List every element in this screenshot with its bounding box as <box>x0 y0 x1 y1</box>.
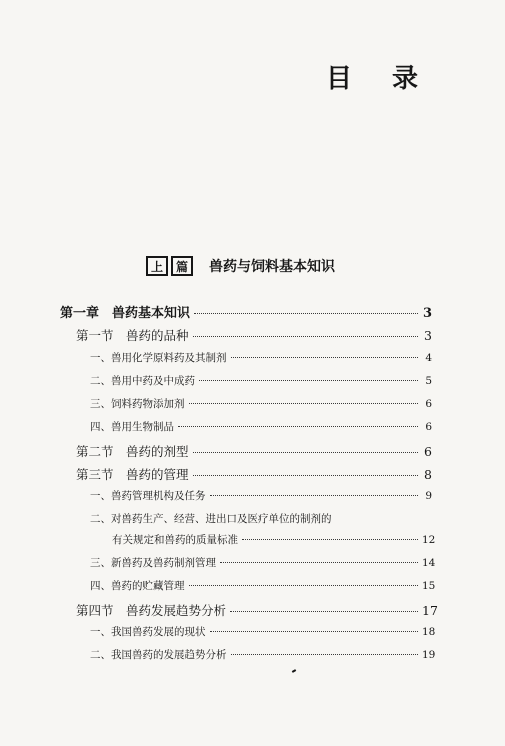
toc-label: 二、兽用中药及中成药 <box>90 375 195 387</box>
part-heading <box>146 256 335 276</box>
toc-page: 5 <box>425 375 432 387</box>
toc-entry-item[interactable] <box>90 578 436 593</box>
toc-page: 17 <box>422 603 438 618</box>
toc-leader <box>193 475 418 476</box>
toc-label: 第三节 兽药的管理 <box>76 467 189 482</box>
toc-label: 一、兽药管理机构及任务 <box>90 490 206 502</box>
toc-entry-item[interactable] <box>90 373 432 388</box>
toc-label: 第二节 兽药的剂型 <box>76 444 189 459</box>
toc-entry-item[interactable] <box>90 555 436 570</box>
toc-label: 有关规定和兽药的质量标准 <box>112 534 238 546</box>
toc-label: 四、兽用生物制品 <box>90 421 174 433</box>
toc-label: 三、饲料药物添加剂 <box>90 398 185 410</box>
toc-entry-section[interactable] <box>76 326 432 344</box>
toc-leader <box>189 585 419 586</box>
toc-leader <box>210 495 419 496</box>
toc-page: 14 <box>422 557 436 569</box>
toc-page: 4 <box>425 352 432 364</box>
toc-page: 6 <box>424 444 432 459</box>
toc-label: 四、兽药的贮藏管理 <box>90 580 185 592</box>
toc-entry-item[interactable] <box>90 488 432 503</box>
toc-page: 3 <box>424 328 432 343</box>
print-speck <box>292 669 296 673</box>
part-box-2: 篇 <box>171 256 193 276</box>
toc-page: 18 <box>422 626 436 638</box>
toc-page: 6 <box>425 421 432 433</box>
toc-label: 第一章 兽药基本知识 <box>60 306 191 321</box>
toc-page: 3 <box>422 306 432 321</box>
page-title <box>326 58 420 95</box>
toc-leader <box>199 380 418 381</box>
toc-label: 二、我国兽药的发展趋势分析 <box>90 649 227 661</box>
toc-leader <box>210 631 419 632</box>
title-char-2: 录 <box>392 64 421 94</box>
toc-leader <box>193 452 418 453</box>
toc-page: 19 <box>422 649 436 661</box>
toc-entry-item[interactable] <box>90 396 432 411</box>
toc-leader <box>220 562 418 563</box>
part-title: 兽药与饲料基本知识 <box>209 259 335 275</box>
toc-page: 12 <box>422 534 436 546</box>
toc-page: 15 <box>422 580 436 592</box>
toc-entry-item[interactable] <box>90 350 432 365</box>
toc-page: 6 <box>425 398 432 410</box>
toc-leader <box>231 654 419 655</box>
toc-leader <box>178 426 418 427</box>
toc-entry-item[interactable] <box>90 647 436 662</box>
toc-leader <box>230 611 418 612</box>
toc-entry-item-continuation[interactable] <box>112 532 436 547</box>
toc-label: 一、兽用化学原料药及其制剂 <box>90 352 227 364</box>
toc-entry-item[interactable] <box>90 624 436 639</box>
toc-page: 8 <box>424 467 432 482</box>
toc-entry-section[interactable] <box>76 601 438 619</box>
toc-label: 第一节 兽药的品种 <box>76 328 189 343</box>
toc-leader <box>231 357 419 358</box>
toc-label: 第四节 兽药发展趋势分析 <box>76 603 227 618</box>
toc-leader <box>194 313 418 314</box>
toc-leader <box>193 336 418 337</box>
part-box-1: 上 <box>146 256 168 276</box>
toc-entry-section[interactable] <box>76 442 432 460</box>
toc-leader <box>242 539 418 540</box>
toc-page: 9 <box>425 490 432 502</box>
toc-entry-section[interactable] <box>76 465 432 483</box>
toc-label: 一、我国兽药发展的现状 <box>90 626 206 638</box>
toc-leader <box>189 403 419 404</box>
title-char-1: 目 <box>326 64 355 94</box>
toc-entry-item[interactable] <box>90 419 432 434</box>
toc-entry-item-multiline[interactable]: 二、对兽药生产、经营、进出口及医疗单位的制剂的 <box>90 513 332 525</box>
toc-entry-chapter-1[interactable] <box>60 302 432 321</box>
toc-label: 三、新兽药及兽药制剂管理 <box>90 557 216 569</box>
